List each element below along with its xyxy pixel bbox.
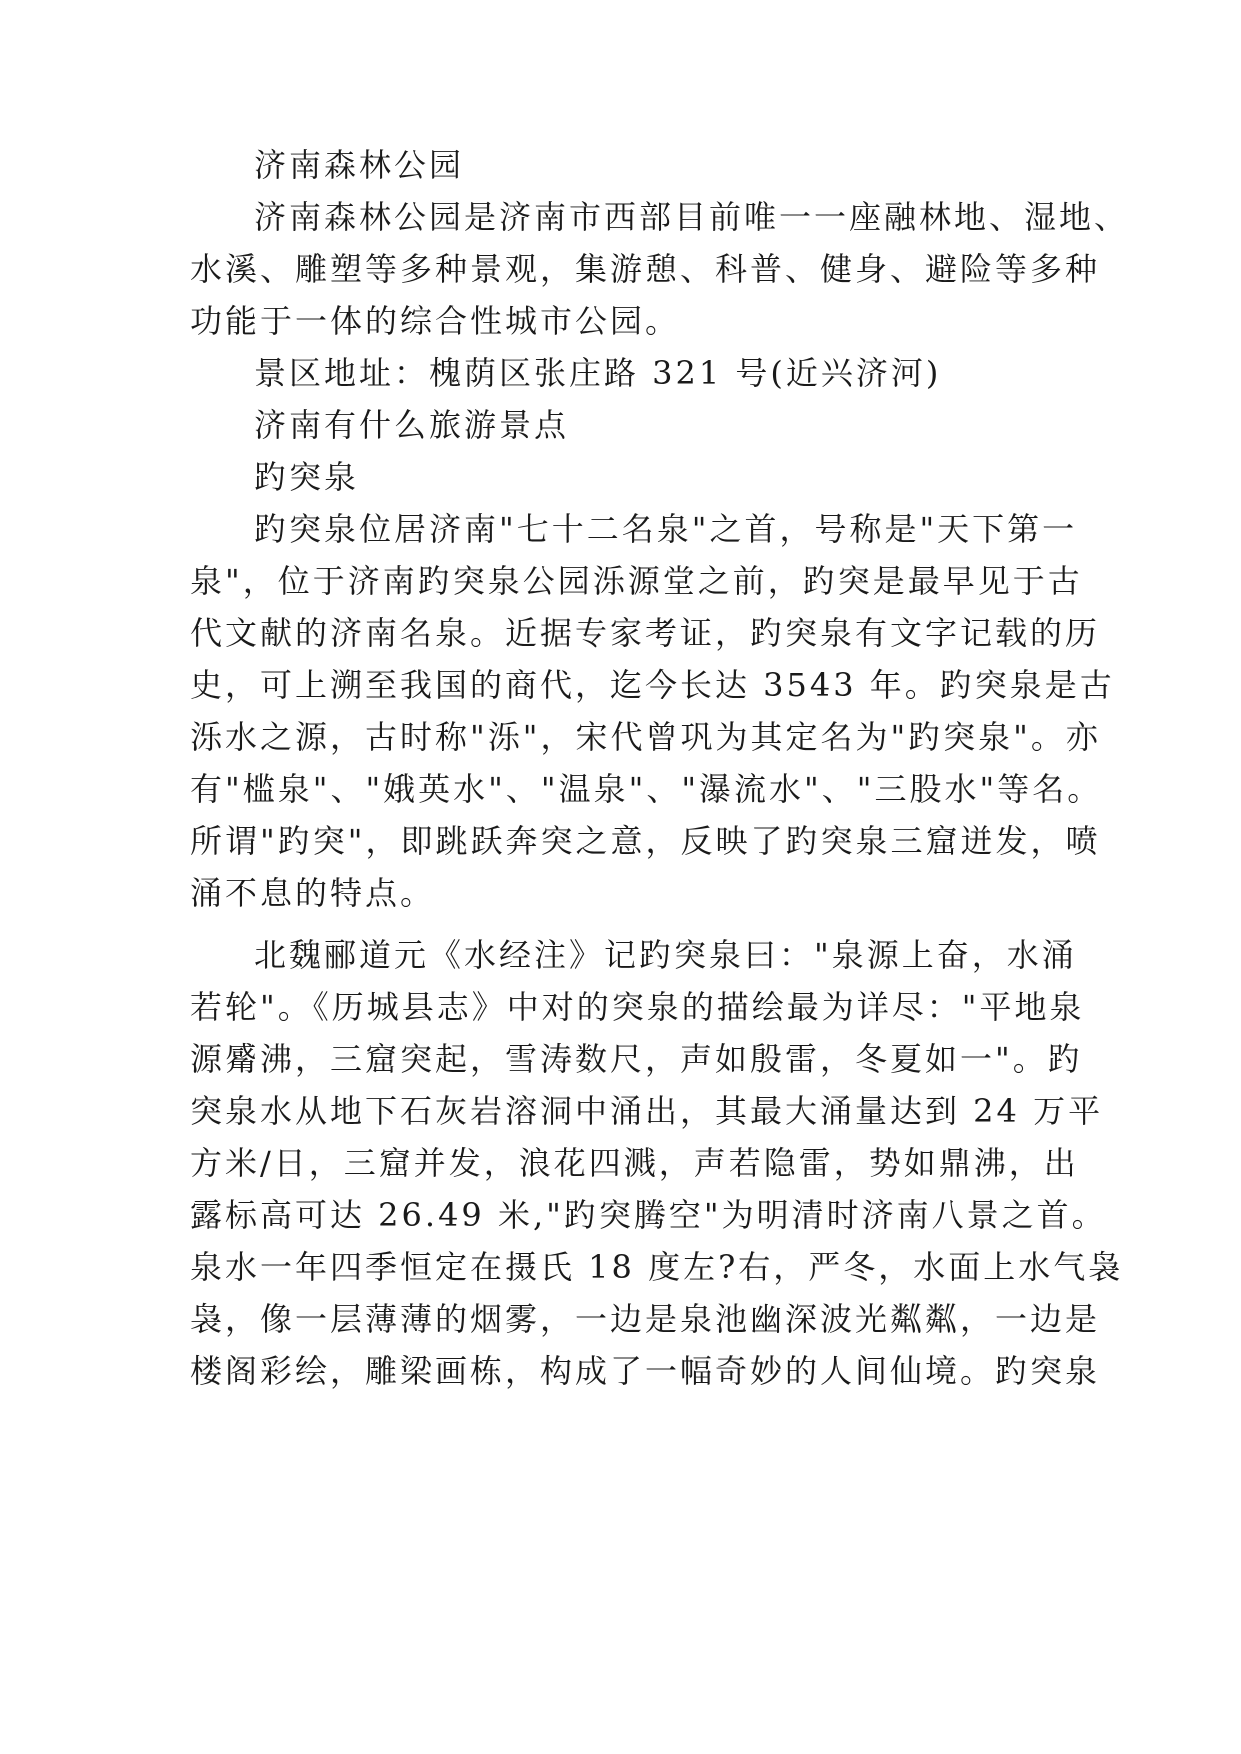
paragraph-line: 北魏郦道元《水经注》记趵突泉曰："泉源上奋，水涌 [254,936,1077,974]
paragraph-line: 源觱沸，三窟突起，雪涛数尺，声如殷雷，冬夏如一"。趵 [190,1040,1083,1078]
paragraph-line: 袅，像一层薄薄的烟雾，一边是泉池幽深波光粼粼，一边是 [190,1300,1101,1338]
heading-forest-park: 济南森林公园 [254,146,465,184]
paragraph-line: 代文献的济南名泉。近据专家考证，趵突泉有文字记载的历 [190,614,1101,652]
heading-baotu-spring: 趵突泉 [254,458,360,496]
heading-attractions: 济南有什么旅游景点 [254,406,570,444]
paragraph-line: 史，可上溯至我国的商代，迄今长达 3543 年。趵突泉是古 [190,666,1115,704]
paragraph-line: 楼阁彩绘，雕梁画栋，构成了一幅奇妙的人间仙境。趵突泉 [190,1352,1101,1390]
paragraph-line: 所谓"趵突"，即跳跃奔突之意，反映了趵突泉三窟迸发，喷 [190,822,1101,860]
paragraph-line: 水溪、雕塑等多种景观，集游憩、科普、健身、避险等多种 [190,250,1101,288]
paragraph-line: 露标高可达 26.49 米,"趵突腾空"为明清时济南八景之首。 [190,1196,1107,1234]
paragraph-line: 方米/日，三窟并发，浪花四溅，声若隐雷，势如鼎沸，出 [190,1144,1079,1182]
paragraph-line: 突泉水从地下石灰岩溶洞中涌出，其最大涌量达到 24 万平 [190,1092,1104,1130]
paragraph-line: 泉"，位于济南趵突泉公园泺源堂之前，趵突是最早见于古 [190,562,1083,600]
paragraph-line: 有"槛泉"、"娥英水"、"温泉"、"瀑流水"、"三股水"等名。 [190,770,1103,808]
paragraph-line: 涌不息的特点。 [190,874,436,912]
address-line: 景区地址：槐荫区张庄路 321 号(近兴济河) [254,354,942,392]
paragraph-line: 泺水之源，古时称"泺"，宋代曾巩为其定名为"趵突泉"。亦 [190,718,1101,756]
paragraph-line: 济南森林公园是济南市西部目前唯一一座融林地、湿地、 [254,198,1130,236]
paragraph-line: 泉水一年四季恒定在摄氏 18 度左?右，严冬，水面上水气袅 [190,1248,1124,1286]
paragraph-line: 趵突泉位居济南"七十二名泉"之首，号称是"天下第一 [254,510,1078,548]
paragraph-line: 若轮"。《历城县志》中对的突泉的描绘最为详尽："平地泉 [190,988,1085,1026]
paragraph-line: 功能于一体的综合性城市公园。 [190,302,681,340]
